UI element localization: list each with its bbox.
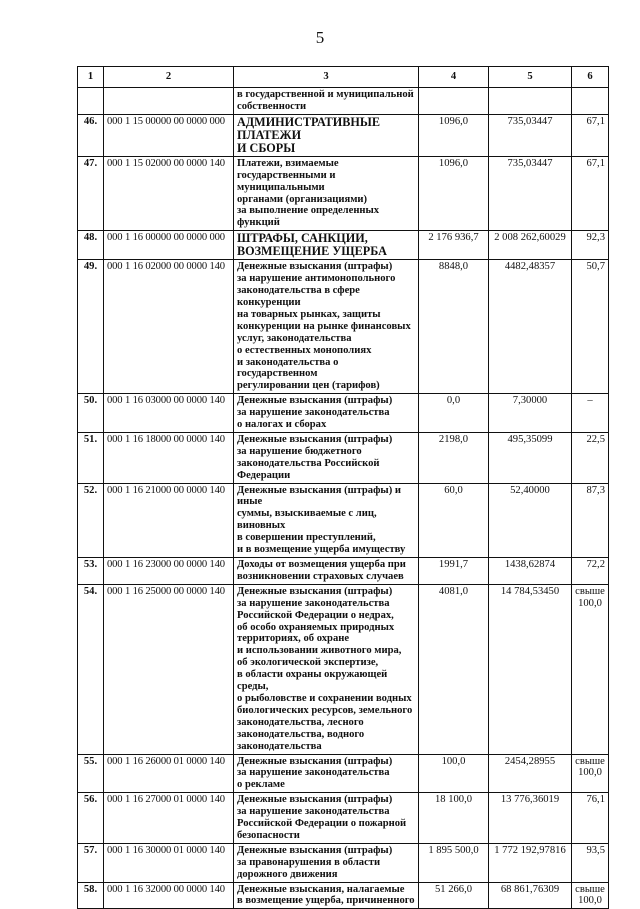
continuation-code (104, 88, 234, 115)
row-name (234, 260, 419, 394)
continuation-name (234, 88, 419, 115)
row-code: 000 1 16 30000 01 0000 140 (104, 843, 234, 882)
row-percent: 87,3 (572, 483, 609, 557)
row-fact: 4482,48357 (489, 260, 572, 394)
row-code: 000 1 16 00000 00 0000 000 (104, 231, 234, 260)
table-row (78, 156, 609, 230)
row-percent: 76,1 (572, 793, 609, 844)
row-number: 55. (78, 754, 104, 793)
table-row (78, 231, 609, 260)
row-number: 49. (78, 260, 104, 394)
header-col-2: 2 (104, 67, 234, 88)
table-row (78, 843, 609, 882)
row-name (234, 754, 419, 793)
row-number: 54. (78, 584, 104, 754)
row-code: 000 1 15 00000 00 0000 000 (104, 114, 234, 156)
row-plan: 2198,0 (419, 432, 489, 483)
row-code: 000 1 16 26000 01 0000 140 (104, 754, 234, 793)
row-plan: 2 176 936,7 (419, 231, 489, 260)
row-code: 000 1 16 23000 00 0000 140 (104, 558, 234, 585)
row-code: 000 1 16 03000 00 0000 140 (104, 394, 234, 433)
row-number: 46. (78, 114, 104, 156)
row-code: 000 1 16 21000 00 0000 140 (104, 483, 234, 557)
row-name-text: Денежные взыскания (штрафы) за нарушение законодательства Российской Федерации о пожарной безопасности (237, 794, 407, 841)
table-row (78, 558, 609, 585)
row-number: 58. (78, 882, 104, 909)
row-percent: – (572, 394, 609, 433)
continuation-name-text: в государственной и муниципальной собственности (237, 89, 414, 112)
row-fact: 735,03447 (489, 114, 572, 156)
header-row (78, 67, 609, 88)
row-plan: 0,0 (419, 394, 489, 433)
row-number: 47. (78, 156, 104, 230)
row-plan: 18 100,0 (419, 793, 489, 844)
continuation-plan (419, 88, 489, 115)
row-name (234, 231, 419, 260)
row-fact: 1438,62874 (489, 558, 572, 585)
table-row (78, 432, 609, 483)
row-fact: 1 772 192,97816 (489, 843, 572, 882)
row-fact: 2 008 262,60029 (489, 231, 572, 260)
row-plan: 1096,0 (419, 156, 489, 230)
row-percent: 67,1 (572, 114, 609, 156)
row-name-text: АДМИНИСТРАТИВНЫЕ ПЛАТЕЖИ И СБОРЫ (237, 114, 380, 155)
continuation-row (78, 88, 609, 115)
row-fact: 13 776,36019 (489, 793, 572, 844)
row-plan: 100,0 (419, 754, 489, 793)
header-col-4: 4 (419, 67, 489, 88)
row-code: 000 1 16 25000 00 0000 140 (104, 584, 234, 754)
row-code: 000 1 16 02000 00 0000 140 (104, 260, 234, 394)
header-col-3: 3 (234, 67, 419, 88)
row-fact: 7,30000 (489, 394, 572, 433)
continuation-pct (572, 88, 609, 115)
row-plan: 4081,0 (419, 584, 489, 754)
row-name-text: Денежные взыскания (штрафы) за нарушение законодательства о налогах и сборах (237, 395, 393, 431)
row-fact: 495,35099 (489, 432, 572, 483)
table-row (78, 394, 609, 433)
row-number: 48. (78, 231, 104, 260)
row-number: 50. (78, 394, 104, 433)
row-name (234, 558, 419, 585)
table-body (78, 88, 609, 909)
row-name-text: Денежные взыскания (штрафы) за нарушение антимонопольного законодательства в сфере конкуренции на товарных рынках, защиты конкуренции на рынке финансовых услуг, законодательства о естественных монополиях и законодательства о государственном регулировании цен (тарифов) (237, 261, 411, 392)
row-name-text: Денежные взыскания, налагаемые в возмещение ущерба, причиненного (237, 883, 415, 907)
row-name (234, 584, 419, 754)
row-name (234, 394, 419, 433)
row-plan: 60,0 (419, 483, 489, 557)
row-percent: свыше 100,0 (572, 882, 609, 909)
row-name (234, 114, 419, 156)
row-name-text: Доходы от возмещения ущерба при возникновении страховых случаев (237, 559, 406, 582)
budget-table (77, 66, 609, 909)
row-plan: 51 266,0 (419, 882, 489, 909)
page-number: 5 (315, 28, 325, 47)
row-percent: 50,7 (572, 260, 609, 394)
table-row (78, 260, 609, 394)
row-plan: 1096,0 (419, 114, 489, 156)
header-col-6: 6 (572, 67, 609, 88)
row-percent: свыше 100,0 (572, 584, 609, 754)
row-number: 56. (78, 793, 104, 844)
row-name (234, 843, 419, 882)
row-name (234, 483, 419, 557)
row-code: 000 1 16 18000 00 0000 140 (104, 432, 234, 483)
row-code: 000 1 15 02000 00 0000 140 (104, 156, 234, 230)
table-row (78, 793, 609, 844)
row-name-text: Денежные взыскания (штрафы) за нарушение бюджетного законодательства Российской Федерации (237, 433, 393, 481)
row-fact: 68 861,76309 (489, 882, 572, 909)
row-name (234, 793, 419, 844)
row-plan: 8848,0 (419, 260, 489, 394)
row-fact: 735,03447 (489, 156, 572, 230)
row-plan: 1 895 500,0 (419, 843, 489, 882)
row-percent: 93,5 (572, 843, 609, 882)
row-percent: 22,5 (572, 432, 609, 483)
row-name (234, 432, 419, 483)
row-percent: 92,3 (572, 231, 609, 260)
row-percent: 67,1 (572, 156, 609, 230)
continuation-num (78, 88, 104, 115)
table-row (78, 114, 609, 156)
continuation-fact (489, 88, 572, 115)
row-code: 000 1 16 27000 01 0000 140 (104, 793, 234, 844)
row-percent: 72,2 (572, 558, 609, 585)
row-name-text: ШТРАФЫ, САНКЦИИ, ВОЗМЕЩЕНИЕ УЩЕРБА (237, 231, 387, 259)
table-row (78, 754, 609, 793)
row-fact: 14 784,53450 (489, 584, 572, 754)
row-code: 000 1 16 32000 00 0000 140 (104, 882, 234, 909)
row-fact: 2454,28955 (489, 754, 572, 793)
row-name-text: Денежные взыскания (штрафы) за нарушение законодательства о рекламе (237, 755, 393, 791)
table-row (78, 584, 609, 754)
row-name (234, 156, 419, 230)
row-number: 51. (78, 432, 104, 483)
row-name-text: Денежные взыскания (штрафы) за нарушение законодательства Российской Федерации о недрах, об особо охраняемых природных территориях, об охране и использовании животного мира, об экологической экспертизе, в области охраны окружающей среды, о рыболовстве и сохранении водных биологических ресурсов, земельного законодательства, лесного законодательства, водного законодательства (237, 585, 413, 752)
header-col-5: 5 (489, 67, 572, 88)
row-name-text: Денежные взыскания (штрафы) за правонарушения в области дорожного движения (237, 844, 393, 880)
row-name-text: Денежные взыскания (штрафы) и иные суммы, взыскиваемые с лиц, виновных в совершении преступлений, и в возмещение ущерба имуществу (237, 484, 406, 556)
table-row (78, 483, 609, 557)
row-number: 53. (78, 558, 104, 585)
row-fact: 52,40000 (489, 483, 572, 557)
row-number: 57. (78, 843, 104, 882)
row-number: 52. (78, 483, 104, 557)
header-col-1: 1 (78, 67, 104, 88)
row-name-text: Платежи, взимаемые государственными и муниципальными органами (организациями) за выполнение определенных функций (237, 157, 380, 229)
row-percent: свыше 100,0 (572, 754, 609, 793)
row-plan: 1991,7 (419, 558, 489, 585)
